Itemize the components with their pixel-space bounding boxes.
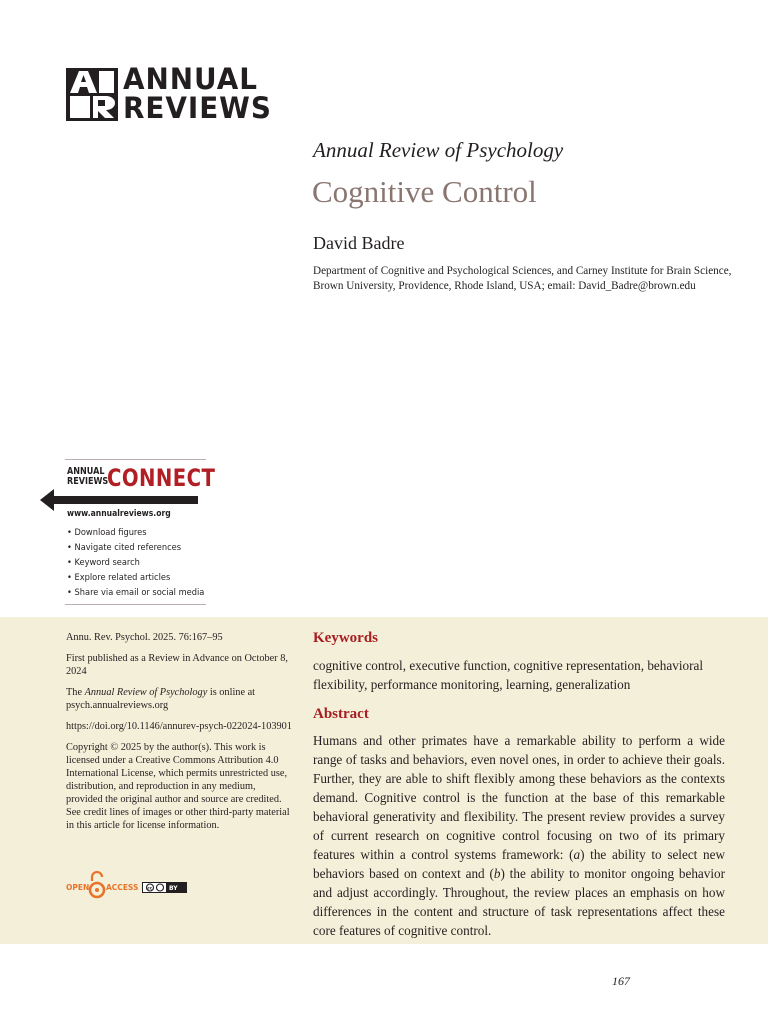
abstract-heading: Abstract — [313, 706, 369, 722]
doi-link[interactable]: https://doi.org/10.1146/annurev-psych-022024-103901 — [66, 721, 292, 732]
keywords-heading: Keywords — [313, 630, 378, 646]
connect-divider-bottom — [65, 604, 206, 605]
article-title: Cognitive Control — [312, 174, 537, 209]
connect-item-keyword-search: • Keyword search — [67, 555, 204, 570]
open-lock-icon — [90, 872, 104, 897]
article-metadata — [66, 631, 294, 840]
online-info: The Annual Review of Psychology is online at psych.annualreviews.org — [66, 687, 256, 711]
annual-reviews-logo — [66, 62, 272, 125]
connect-box — [40, 459, 216, 605]
copyright-notice: Copyright © 2025 by the author(s). This work is licensed under a Creative Commons Attribution 4.0 International License, which permits unrestricted use, distribution, and reproduction in any medium, provided the original author and source are credited. See credit lines of images or other third-party material in this article for license information. — [66, 742, 290, 831]
connect-divider-top — [65, 459, 206, 460]
citation: Annu. Rev. Psychol. 2025. 76:167–95 — [66, 632, 223, 643]
logo-line-reviews: REVIEWS — [123, 91, 272, 125]
svg-text:OPEN: OPEN — [66, 883, 90, 892]
svg-text:ACCESS: ACCESS — [106, 883, 139, 892]
left-arrow-icon — [40, 489, 200, 511]
connect-item-navigate-references: • Navigate cited references — [67, 540, 204, 555]
svg-text:cc: cc — [147, 885, 153, 891]
connect-feature-list — [67, 525, 220, 600]
connect-url[interactable]: www.annualreviews.org — [67, 509, 171, 519]
connect-item-download-figures: • Download figures — [67, 525, 204, 540]
connect-item-share: • Share via email or social media — [67, 585, 204, 600]
page-number: 167 — [612, 974, 630, 988]
connect-small-logo: ANNUAL REVIEWS — [67, 466, 109, 487]
open-access-badge — [66, 871, 191, 903]
journal-name: Annual Review of Psychology — [313, 138, 564, 162]
connect-label: CONNECT — [107, 464, 216, 492]
author-affiliation: Department of Cognitive and Psychological Sciences, and Carney Institute for Brain Science, Brown University, Providence, Rhode Island, USA; email: David_Badre@brown.edu — [313, 265, 732, 292]
first-published: First published as a Review in Advance on October 8, 2024 — [66, 653, 288, 677]
author-name: David Badre — [313, 233, 405, 253]
svg-text:BY: BY — [169, 885, 178, 892]
keywords-text: cognitive control, executive function, cognitive representation, behavioral flexibility, performance monitoring, learning, generalization — [313, 658, 703, 692]
abstract-text: Humans and other primates have a remarkable ability to perform a wide range of tasks and behaviors, even novel ones, in order to achieve their goals. Further, they are able to shift flexibly among these behaviors as the contexts demand. Cognitive control is the function at the base of this remarkable behavioral generativity and flexibility. The present review provides a survey of current research on cognitive control focusing on two of its primary features within a control systems framework: (a) the ability to select new behaviors based on context and (b) the ability to monitor ongoing behavior and adjust accordingly. Throughout, the review places an emphasis on how differences in the content and structure of task representations affect these core features of cognitive control. — [313, 733, 726, 938]
ar-monogram-icon — [66, 68, 118, 121]
connect-item-related-articles: • Explore related articles — [67, 570, 204, 585]
logo-line-annual: ANNUAL — [123, 62, 258, 96]
cc-by-license-icon — [142, 882, 187, 893]
